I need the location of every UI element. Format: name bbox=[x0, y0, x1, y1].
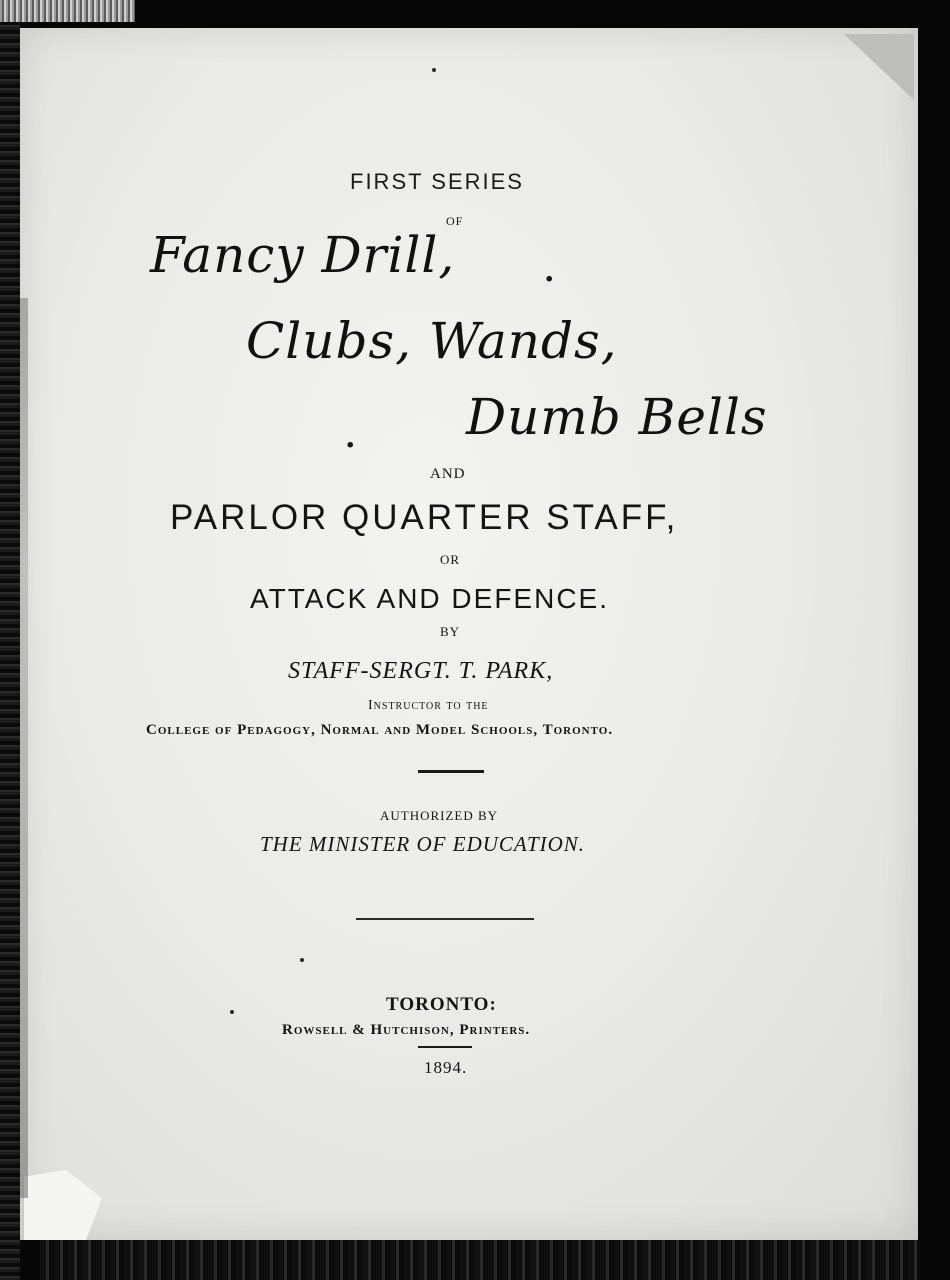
or-word: OR bbox=[440, 552, 461, 567]
title-line-attack-defence: ATTACK AND DEFENCE. bbox=[250, 583, 610, 614]
by-word: BY bbox=[440, 624, 461, 639]
series-heading: FIRST SERIES bbox=[350, 169, 524, 194]
authorizing-body: THE MINISTER OF EDUCATION. bbox=[260, 832, 586, 856]
title-page bbox=[20, 28, 918, 1240]
author-name: STAFF-SERGT. T. PARK, bbox=[288, 658, 554, 684]
divider-rule bbox=[356, 918, 534, 920]
authorized-by: AUTHORIZED BY bbox=[380, 808, 499, 823]
title-line-clubs-wands: Clubs, Wands, bbox=[246, 312, 618, 370]
of-word: OF bbox=[446, 214, 464, 228]
title-line-dumb-bells: Dumb Bells bbox=[466, 388, 768, 446]
print-speck bbox=[300, 958, 304, 962]
spine-shadow bbox=[20, 298, 28, 1198]
divider-rule bbox=[418, 770, 484, 773]
imprint-city: TORONTO: bbox=[386, 994, 497, 1015]
scan-bottom-strip bbox=[40, 1240, 920, 1280]
stray-dot: . bbox=[544, 254, 555, 289]
stray-dot: . bbox=[345, 420, 356, 455]
divider-rule bbox=[418, 1046, 472, 1048]
print-speck bbox=[230, 1010, 234, 1014]
scan-top-strip bbox=[0, 0, 135, 22]
title-line-parlor-quarter-staff: PARLOR QUARTER STAFF, bbox=[170, 498, 679, 537]
imprint-printers: Rowsell & Hutchison, Printers. bbox=[282, 1022, 531, 1038]
and-word: AND bbox=[430, 466, 466, 482]
author-institution: College of Pedagogy, Normal and Model Schools, Toronto. bbox=[146, 722, 614, 738]
torn-corner bbox=[22, 1170, 102, 1240]
scan-left-edge bbox=[0, 0, 20, 1280]
folded-corner bbox=[844, 34, 914, 100]
imprint-year: 1894. bbox=[424, 1058, 468, 1077]
title-line-fancy-drill: Fancy Drill, bbox=[150, 226, 456, 284]
print-speck bbox=[432, 68, 436, 72]
author-role: Instructor to the bbox=[368, 698, 489, 713]
